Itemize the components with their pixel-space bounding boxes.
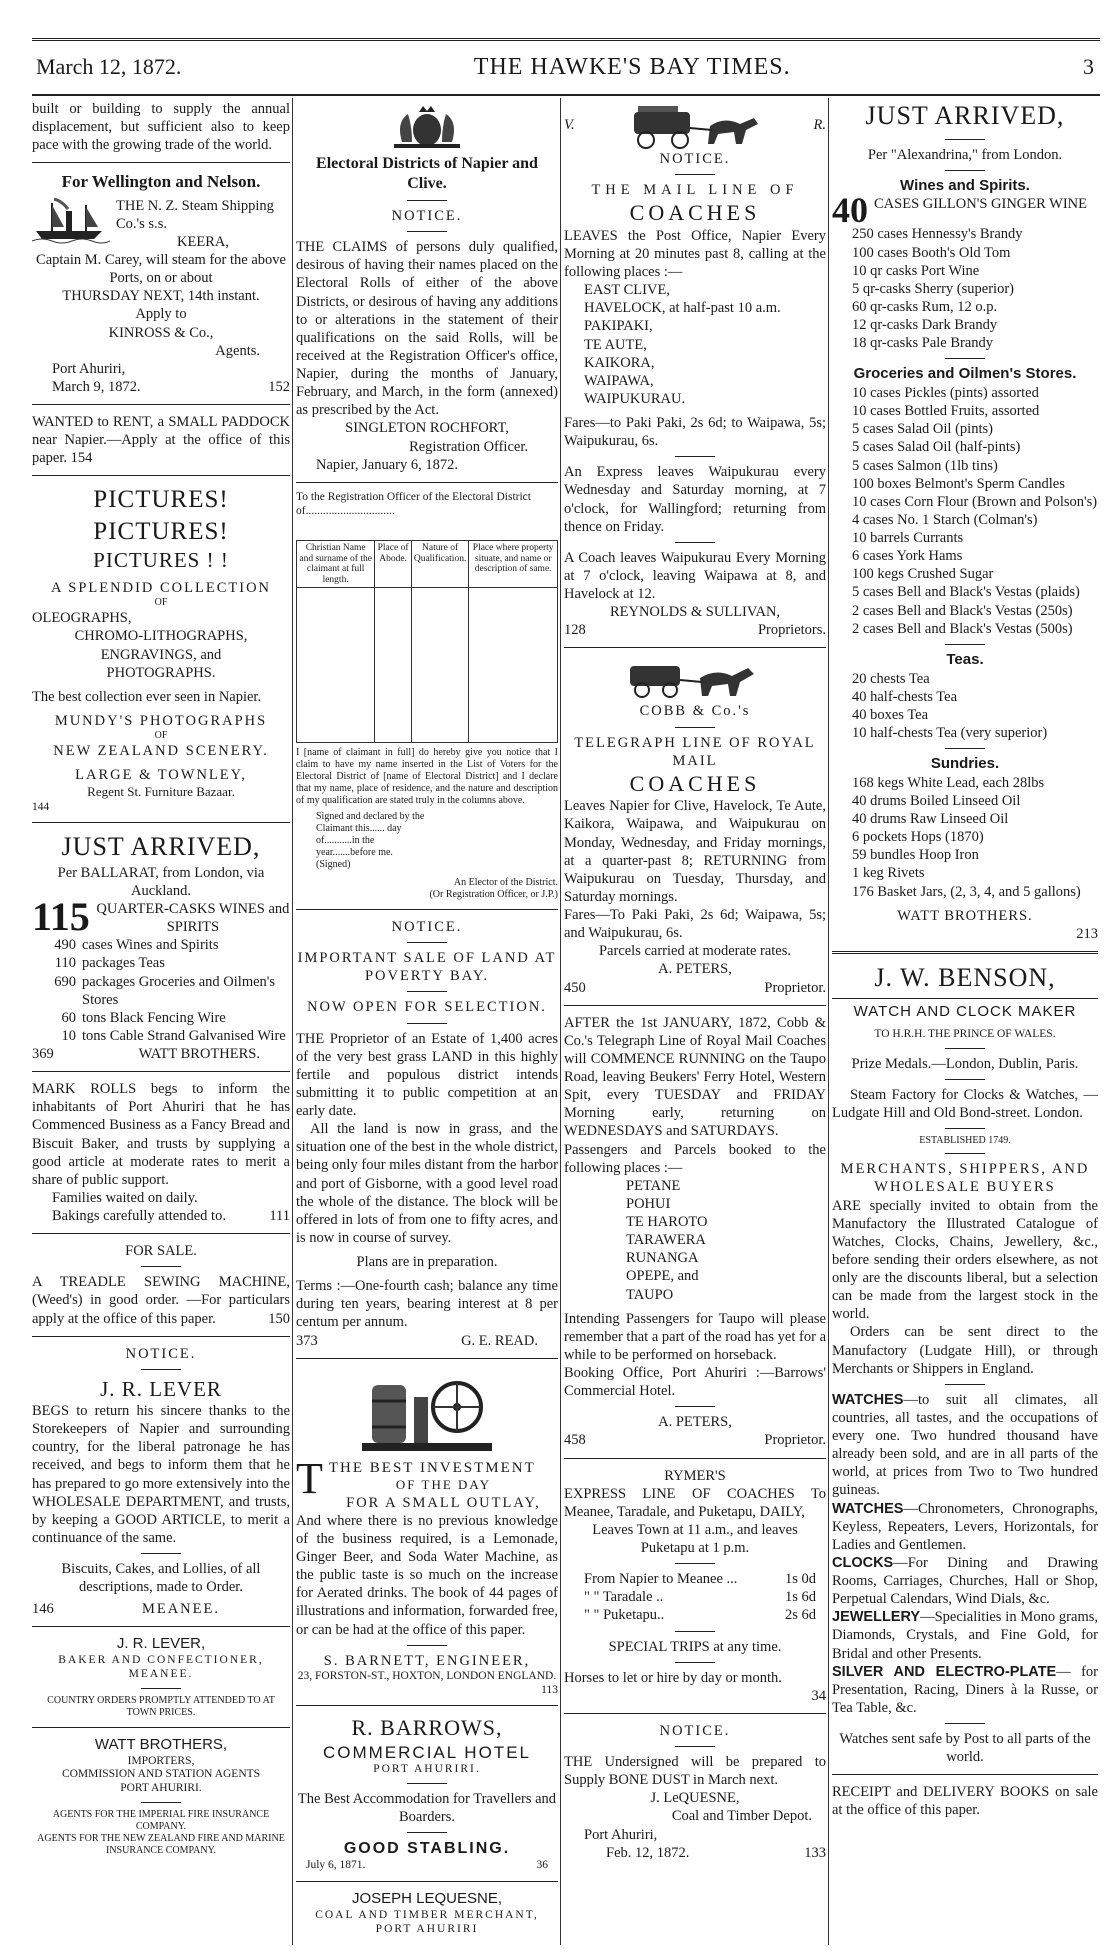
item-text: cases Wines and Spirits — [82, 937, 219, 954]
watt-arrived-ad — [832, 100, 1098, 943]
ad-text: ARE specially invited to obtain from the Manufactory the Illustrated Catalogue of Watches, Clocks, Chains, Jewellery, &c., before sending their orders elsewhere, as not only are the discounts liberal, but a selection can be made from the largest stock in the world. — [832, 1197, 1098, 1323]
ad-place: Port Ahuriri, — [584, 1826, 658, 1843]
ship-name: KEERA, — [177, 233, 229, 250]
ad-heading: COBB & Co.'s — [639, 703, 751, 720]
ad-text: Coal and Timber Depot. — [671, 1808, 812, 1825]
ad-text: Regent St. Furniture Bazaar. — [87, 784, 235, 800]
form-column-header: Nature of Qualification. — [411, 541, 469, 588]
ad-text: Captain M. Carey, will steam for the above Ports, on or about — [36, 252, 286, 287]
ad-signature: WATT BROTHERS. — [138, 1046, 260, 1063]
ad-text: —to suit all climates, all countries, all tastes, and the occupations of every one. Two hundred thousand have already been sold, and are in all parts of the world, at prices from Two to Two hundred guineas. — [832, 1391, 1098, 1499]
ad-text: MUNDY'S PHOTOGRAPHS — [54, 712, 268, 729]
list-item: 6 pockets Hops (1870) — [852, 829, 984, 846]
place-name: OPEPE, and — [626, 1268, 699, 1285]
ad-text: Terms :—One-fourth cash; balance any time during ten years, bearing interest at 8 per centum per annum. — [296, 1278, 558, 1331]
list-item: 176 Basket Jars, (2, 3, 4, and 5 gallons) — [852, 883, 1081, 900]
list-item: 60 qr-casks Rum, 12 o.p. — [852, 298, 998, 315]
poverty-bay-ad — [296, 918, 558, 1350]
notice-label: NOTICE. — [391, 208, 463, 224]
ad-text: Agents. — [215, 342, 260, 359]
ad-text: SPECIAL TRIPS at any time. — [608, 1638, 782, 1655]
ad-heading: MERCHANTS, SHIPPERS, AND WHOLESALE BUYERS — [840, 1161, 1090, 1196]
big-number: 115 — [32, 900, 90, 937]
electoral-notice — [296, 102, 558, 901]
section-heading: Teas. — [946, 650, 984, 668]
notice-label: NOTICE. — [659, 1722, 731, 1739]
list-item: 10 cases Corn Flour (Brown and Polson's) — [852, 493, 1098, 510]
receipt-books-ad — [832, 1783, 1098, 1819]
ad-text: AFTER the 1st JANUARY, 1872, Cobb & Co.'s Telegraph Line of Royal Mail Coaches will COMMENCE RUNNING on the Taupo Road, leaving Beukers' Ferry Hotel, Western Spit, every TUESDAY and FRIDAY Morning early, returning on WEDNESDAYS and SATURDAYS. — [564, 1014, 826, 1140]
ad-date: Feb. 12, 1872. — [606, 1844, 690, 1861]
fare-route: From Napier to Meanee ... — [584, 1571, 738, 1588]
form-heading: To the Registration Officer of the Electoral District of............................... — [296, 490, 531, 517]
ad-place: MEANEE. — [141, 1601, 220, 1618]
card-text: AGENTS FOR THE IMPERIAL FIRE INSURANCE COMPANY. — [52, 1808, 270, 1832]
sailing-date: THURSDAY NEXT, 14th instant. — [62, 288, 260, 305]
mark-rolls-ad — [32, 1080, 290, 1225]
fare-table — [564, 1570, 826, 1624]
card-text: COMMISSION AND STATION AGENTS — [61, 1768, 261, 1781]
card-text: BAKER AND CONFECTIONER, — [58, 1654, 264, 1667]
fare-route: " " Taradale .. — [584, 1589, 664, 1606]
ad-text: Fares—To Paki Paki, 2s 6d; Waipawa, 5s; and Waipukurau, 6s. — [564, 907, 826, 942]
list-item: 40 boxes Tea — [852, 706, 929, 723]
list-item: 10 cases Pickles (pints) assorted — [852, 385, 1039, 401]
ad-text: The Best Accommodation for Travellers and Boarders. — [297, 1790, 557, 1826]
ad-text: Intending Passengers for Taupo will please remember that a part of the road has yet for a while to be performed on horseback. — [564, 1310, 826, 1363]
ad-text: WANTED to RENT, a SMALL PADDOCK near Napier.—Apply at the office of this paper. — [32, 414, 290, 467]
ad-text: CHROMO-LITHOGRAPHS, — [74, 628, 248, 645]
section-heading: Sundries. — [930, 755, 1000, 772]
product-keyword: JEWELLERY — [832, 1609, 921, 1626]
ad-text: THE N. Z. Steam Shipping Co.'s s.s. — [116, 197, 274, 232]
vr-monogram: V. — [564, 116, 575, 133]
item-quantity: 490 — [54, 937, 76, 954]
ad-text: PHOTOGRAPHS. — [106, 664, 216, 681]
ad-text: ENGRAVINGS, and — [100, 646, 222, 663]
ad-text: Apply to — [135, 306, 187, 323]
fare-price: 1s 6d — [784, 1589, 816, 1606]
mail-coach-ad — [564, 100, 826, 639]
ad-text: ESTABLISHED 1749. — [919, 1135, 1011, 1147]
ad-number: 144 — [32, 800, 50, 813]
card-text: AGENTS FOR THE NEW ZEALAND FIRE AND MARINE INSURANCE COMPANY. — [37, 1832, 285, 1856]
notice-signature: SINGLETON ROCHFORT, — [345, 420, 509, 437]
notice-heading: NOTICE. — [125, 1345, 197, 1362]
ad-heading: WATCH AND CLOCK MAKER — [853, 1003, 1077, 1021]
ad-number: 128 — [564, 622, 586, 639]
masthead — [36, 54, 1094, 94]
place-name: TE HAROTO — [626, 1214, 708, 1230]
ad-heading: IMPORTANT SALE OF LAND AT POVERTY BAY. — [297, 950, 557, 985]
ad-number: 113 — [541, 1683, 558, 1696]
list-item: 250 cases Hennessy's Brandy — [852, 226, 1023, 243]
ad-place: Port Ahuriri, — [52, 360, 126, 377]
ad-text: — for Presentation, Racing, Diners à la Russe, or Tea Table, &c. — [832, 1663, 1098, 1716]
ad-heading: PICTURES! PICTURES! — [93, 486, 229, 545]
barnett-ad: TTHE BEST INVESTMENT OF THE DAY FOR A SMALL OUTLAY, And where there is no previous knowledge of the business required, is a Lemonade, Ginger Beer, and Soda Water Machine, as the public taste is so much on the increase for Aerated drinks. The book of 44 pages of illustrations and information, forwarded free, or can be had at the office of this paper. S. BARNETT, ENGINEER, 23, FORSTON-ST., HOXTON, LONDON ENGLAND. 113 — [296, 1367, 558, 1698]
ad-text: Leaves Town at 11 a.m., and leaves Puketapu at 1 p.m. — [592, 1521, 798, 1556]
list-item: 10 barrels Currants — [852, 530, 964, 546]
ad-text: Passengers and Parcels booked to the following places :— — [564, 1141, 826, 1176]
column-3 — [564, 100, 826, 1862]
issue-date: March 12, 1872. — [36, 54, 182, 79]
ad-signature: A. PETERS, — [658, 1414, 732, 1431]
ad-number: 34 — [811, 1687, 826, 1704]
product-keyword: WATCHES — [832, 1500, 904, 1517]
ad-text: A Coach leaves Waipukurau Every Morning at 7 o'clock, leaving Waipawa at 8, and Havelock at 12. — [564, 549, 826, 602]
item-quantity: 110 — [54, 955, 76, 972]
big-number: 40 — [832, 195, 868, 226]
list-item — [32, 1009, 290, 1027]
ad-text: Bakings carefully attended to. — [52, 1208, 226, 1225]
ad-number: 213 — [1076, 925, 1098, 942]
pictures-ad — [32, 484, 290, 814]
ad-number: 152 — [268, 378, 290, 395]
ad-heading: COACHES — [629, 770, 761, 796]
ad-text: THE Proprietor of an Estate of 1,400 acres of the very best grass LAND in this highly fertile and populous district intends submitting it to public competition at an early date. — [296, 1030, 558, 1120]
ad-number: 450 — [564, 979, 586, 996]
form-signed: Signed and declared by the Claimant this...... day of...........in the year.......before me. (Signed) — [316, 811, 425, 871]
card-name: WATT BROTHERS, — [94, 1735, 228, 1753]
list-item: 12 qr-casks Dark Brandy — [852, 317, 998, 333]
ad-number: 36 — [536, 1859, 548, 1872]
ad-text: BEGS to return his sincere thanks to the Storekeepers of Napier and surrounding country, for the liberal patronage he has received, and begs to inform them that he has prepared to go more extensively into the WHOLESALE DEPARTMENT, and trusts, by keeping a GOOD ARTICLE, to merit a continuance of the same. — [32, 1403, 290, 1546]
ad-text: Leaves Napier for Clive, Havelock, Te Aute, Kaikora, Waipawa, and Waipukurau on Monday, Wednesday, and Friday mornings, at a quarter-past 8; RETURNING from Waipukurau on Tuesday, Thursday, and Saturday mornings. — [564, 798, 826, 905]
stagecoach-icon — [614, 100, 774, 150]
list-item: 100 cases Booth's Old Tom — [852, 244, 1011, 261]
ad-date: July 6, 1871. — [306, 1859, 366, 1872]
card-name: JOSEPH LEQUESNE, — [351, 1890, 503, 1908]
ad-text: Per BALLARAT, from London, via Auckland. — [57, 864, 265, 899]
cobb-coach-ad — [564, 656, 826, 996]
ad-text: Booking Office, Port Ahuriri :—Barrows' Commercial Hotel. — [564, 1365, 826, 1400]
paper-title: THE HAWKE'S BAY TIMES. — [473, 54, 791, 80]
ad-text: THE Undersigned will be prepared to Supply BONE DUST in March next. — [564, 1754, 826, 1789]
ad-place: PORT AHURIRI. — [373, 1763, 481, 1776]
ad-number: 369 — [32, 1046, 54, 1063]
list-item — [32, 1027, 290, 1045]
ad-text: RECEIPT and DELIVERY BOOKS on sale at the office of this paper. — [832, 1784, 1098, 1819]
bone-dust-ad — [564, 1722, 826, 1862]
list-item: 6 cases York Hams — [852, 548, 963, 565]
ad-number: 111 — [269, 1208, 290, 1225]
ad-text: EXPRESS LINE OF COACHES To Meanee, Taradale, and Puketapu, DAILY, — [564, 1485, 826, 1520]
list-item: 4 cases No. 1 Starch (Colman's) — [852, 511, 1038, 528]
card-text: PORT AHURIRI. — [120, 1782, 202, 1795]
product-keyword: WATCHES — [832, 1391, 904, 1408]
ad-signature: S. BARNETT, ENGINEER, — [323, 1652, 531, 1669]
column-2 — [296, 100, 558, 1936]
ad-text: OF — [154, 730, 168, 741]
ad-text: OF — [154, 597, 168, 609]
item-quantity: 690 — [54, 973, 76, 990]
ad-heading: RYMER'S — [664, 1467, 726, 1484]
list-item: 2 cases Bell and Black's Vestas (250s) — [852, 602, 1073, 619]
column-divider — [292, 98, 293, 1945]
product-keyword: CLOCKS — [832, 1554, 894, 1571]
ad-text: OLEOGRAPHS, — [32, 610, 132, 627]
ad-heading: JUST ARRIVED, — [865, 101, 1065, 130]
notice-label: NOTICE. — [659, 151, 731, 167]
list-item: 40 half-chests Tea — [852, 688, 958, 705]
notice-heading: Electoral Districts of Napier and Clive. — [316, 155, 538, 192]
form-column-header: Place where property situate, and name or description of same. — [469, 541, 558, 588]
ad-heading: FOR A SMALL OUTLAY, — [346, 1494, 541, 1511]
ad-text: A SPLENDID COLLECTION — [50, 580, 272, 597]
ad-text: Biscuits, Cakes, and Lollies, of all descriptions, made to Order. — [61, 1561, 261, 1596]
ad-heading: THE BEST INVESTMENT — [328, 1459, 536, 1476]
ad-heading: COACHES — [629, 200, 761, 226]
place-name: TE AUTE, — [584, 336, 647, 353]
vr-monogram: R. — [813, 116, 826, 133]
ad-heading: FOR SALE. — [125, 1243, 197, 1260]
list-item: 168 kegs White Lead, each 28lbs — [852, 774, 1045, 791]
ad-text: Plans are in preparation. — [356, 1254, 498, 1271]
ad-heading: THE MAIL LINE OF — [591, 182, 799, 199]
ad-text: Proprietor. — [764, 1432, 826, 1449]
ad-text: QUARTER-CASKS WINES and SPIRITS — [96, 901, 290, 936]
ad-number: 154 — [70, 450, 93, 467]
ad-date: March 9, 1872. — [52, 378, 141, 395]
column-divider — [828, 98, 829, 1945]
ad-text: Horses to let or hire by day or month. — [564, 1669, 782, 1686]
ad-number: 373 — [296, 1332, 318, 1349]
notice-date: Napier, January 6, 1872. — [316, 456, 458, 473]
card-text: IMPORTERS, — [127, 1754, 195, 1767]
ad-text: All the land is now in grass, and the situation one of the best in the whole district, being only four miles distant from the harbor and port of Gisborne, with a good level road the whole of the distance. The block will be offered in lots of from one to fifty acres, and is now in course of survey. — [296, 1121, 558, 1246]
ad-number: 133 — [804, 1844, 826, 1861]
stagecoach-icon — [620, 656, 770, 700]
ad-heading: R. BARROWS, — [351, 1715, 503, 1741]
ad-text: Parcels carried at moderate rates. — [598, 943, 792, 960]
claim-form-table — [296, 540, 558, 743]
item-text: packages Teas — [82, 955, 165, 972]
wellington-ad — [32, 171, 290, 396]
fare-price: 1s 0d — [784, 1571, 816, 1588]
header-rule — [32, 94, 1100, 96]
ad-text: Watches sent safe by Post to all parts of the world. — [839, 1731, 1091, 1766]
ad-text: And where there is no previous knowledge of the business required, is a Lemonade, Ginger Beer, and Soda Water Machine, as the public taste is so much on the increase for Aerated drinks. The book of 44 pages of illustrations and information, forwarded free, or can be had at the office of this paper. — [296, 1512, 558, 1638]
list-item — [32, 954, 290, 972]
page-number: 3 — [1083, 54, 1094, 79]
ad-text: LEAVES the Post Office, Napier Every Morning at 20 minutes past 8, calling at the following places :— — [564, 227, 826, 280]
place-name: TARAWERA — [626, 1232, 706, 1249]
ad-text: —For Dining and Drawing Rooms, Carriages, Churches, Hall or Shop, Perpetual Calendars, Wind Dials, &c. — [832, 1554, 1098, 1608]
list-item: 10 qr casks Port Wine — [852, 262, 980, 279]
place-name: WAIPUKURAU. — [584, 390, 686, 407]
list-item: 10 cases Bottled Fruits, assorted — [852, 403, 1040, 420]
form-column-header: Christian Name and surname of the claimant at full length. — [297, 541, 375, 588]
benson-ad — [832, 962, 1098, 1766]
watt-card — [32, 1736, 290, 1857]
ad-heading: TELEGRAPH LINE OF ROYAL MAIL — [574, 734, 816, 769]
ad-number: 150 — [268, 1310, 290, 1327]
list-item: 5 cases Salad Oil (pints) — [852, 421, 993, 438]
list-item: 18 qr-casks Pale Brandy — [852, 335, 994, 352]
ad-heading: COMMERCIAL HOTEL — [322, 1742, 531, 1762]
list-item: 1 keg Rivets — [852, 865, 925, 882]
ad-address: 23, FORSTON-ST., HOXTON, LONDON ENGLAND. — [297, 1669, 557, 1682]
lequesne-card — [296, 1890, 558, 1936]
notice-text: THE CLAIMS of persons duly qualified, desirous of having their names placed on the Electoral Rolls of either of the above Districts, or desirous of having any additions to or alterations in the statement of their qualifications on the said Rolls, will be received at the Registration Officer's office, Napier, during the months of January, February, and March, in the form (annexed) as prescribed by the Act. — [296, 239, 558, 419]
ad-text: —Chronometers, Chronographs, Keyless, Repeaters, Levers, Horizontals, for Ladies and Gentlemen. — [832, 1500, 1098, 1553]
ad-text: MARK ROLLS begs to inform the inhabitants of Port Ahuriri that he has Commenced Business as a Fancy Bread and Biscuit Baker, and trusts by supplying a good article at moderate rates to merit a share of public support. — [32, 1081, 290, 1188]
card-text: COUNTRY ORDERS PROMPTLY ATTENDED TO AT TOWN PRICES. — [47, 1694, 275, 1718]
ad-text: Families waited on daily. — [52, 1189, 198, 1206]
for-sale-ad — [32, 1242, 290, 1328]
ad-heading: JUST ARRIVED, — [61, 832, 261, 862]
ad-text: Fares—to Paki Paki, 2s 6d; to Waipawa, 5s; Waipukurau, 6s. — [564, 415, 826, 450]
ad-text: Proprietors. — [757, 622, 826, 639]
section-heading: Groceries and Oilmen's Stores. — [853, 365, 1077, 383]
place-name: PETANE — [626, 1177, 681, 1194]
form-declaration: I [name of claimant in full] do hereby give you notice that I claim to have my name inserted in the List of Voters for the Electoral District of [name of Electoral District] and I declare that my name, place of residence, and the nature and description of my qualification are stated truly in the columns above. — [296, 747, 558, 807]
item-quantity: 10 — [61, 1027, 76, 1044]
item-text: tons Cable Strand Galvanised Wire — [82, 1027, 286, 1044]
list-item: 40 drums Boiled Linseed Oil — [852, 792, 1021, 809]
form-text: (Or Registration Officer, or J.P.) — [429, 889, 558, 901]
item-text: packages Groceries and Oilmen's Stores — [82, 973, 276, 1008]
ad-heading: OF THE DAY — [395, 1477, 491, 1493]
ad-text: Orders can be sent direct to the Manufactory (Ludgate Hill), or through Merchants or Shippers in England. — [832, 1324, 1098, 1377]
place-name: TAUPO — [626, 1286, 674, 1303]
column-1 — [32, 100, 290, 1857]
notice-label: NOTICE. — [391, 919, 463, 936]
place-name: POHUI — [626, 1195, 671, 1212]
place-name: EAST CLIVE, — [584, 282, 670, 299]
list-item: 5 cases Salmon (1lb tins) — [852, 457, 998, 474]
just-arrived-ad — [32, 831, 290, 1063]
ad-signature: A. PETERS, — [658, 961, 732, 978]
card-name: J. R. LEVER, — [116, 1635, 206, 1653]
ad-text: TO H.R.H. THE PRINCE OF WALES. — [874, 1028, 1056, 1041]
ad-heading: J. W. BENSON, — [874, 962, 1056, 992]
place-name: PAKIPAKI, — [584, 318, 653, 335]
soda-machine-icon — [352, 1367, 502, 1457]
ad-signature: LARGE & TOWNLEY, — [75, 767, 247, 784]
fare-price: 2s 6d — [784, 1607, 816, 1624]
column-divider — [560, 98, 561, 1945]
product-keyword: SILVER AND ELECTRO-PLATE — [832, 1663, 1057, 1680]
item-text: tons Black Fencing Wire — [82, 1009, 226, 1026]
ad-text: Per "Alexandrina," from London. — [867, 146, 1063, 163]
card-text: PORT AHURIRI — [375, 1922, 479, 1935]
ad-heading: GOOD STABLING. — [343, 1840, 511, 1858]
place-name: RUNANGA — [626, 1250, 699, 1267]
ad-heading: For Wellington and Nelson. — [61, 172, 261, 192]
continued-text: built or building to supply the annual displacement, but sufficient also to keep pace with the growing trade of the world. — [32, 101, 290, 154]
ad-heading: PICTURES ! ! — [93, 547, 229, 572]
ad-number: 458 — [564, 1432, 586, 1449]
item-quantity: 60 — [61, 1009, 76, 1026]
ad-heading: J. R. LEVER — [100, 1376, 222, 1401]
ad-heading: NOW OPEN FOR SELECTION. — [307, 999, 547, 1016]
top-rule — [32, 38, 1100, 41]
list-item: 10 half-chests Tea (very superior) — [852, 724, 1048, 741]
list-item: 59 bundles Hoop Iron — [852, 847, 979, 864]
list-item: 100 kegs Crushed Sugar — [852, 566, 994, 583]
ad-text: Prize Medals.—London, Dublin, Paris. — [851, 1055, 1079, 1072]
ad-text: The best collection ever seen in Napier. — [32, 688, 262, 705]
notice-text: Registration Officer. — [409, 438, 528, 455]
ad-signature: WATT BROTHERS. — [897, 907, 1033, 924]
list-item: 5 cases Bell and Black's Vestas (plaids) — [852, 584, 1080, 601]
list-item — [32, 936, 290, 954]
place-name: WAIPAWA, — [584, 372, 654, 389]
list-item: 20 chests Tea — [852, 670, 930, 687]
fare-route: " " Puketapu.. — [584, 1607, 665, 1624]
list-item — [32, 973, 290, 1009]
ad-text: —Specialities in Mono grams, Diamonds, Crystals, and Fine Gold, for Bridal and other Presents. — [832, 1609, 1098, 1662]
place-name: HAVELOCK, at half-past 10 a.m. — [584, 300, 781, 317]
ad-number: 146 — [32, 1601, 54, 1618]
barrows-ad — [296, 1714, 558, 1873]
ad-text: Steam Factory for Clocks & Watches, —Ludgate Hill and Old Bond-street. London. — [832, 1087, 1098, 1122]
section-heading: Wines and Spirits. — [900, 176, 1030, 194]
form-column-header: Place of Abode. — [375, 541, 412, 588]
list-item: 100 boxes Belmont's Sperm Candles — [852, 475, 1065, 492]
column-4 — [832, 100, 1098, 1820]
form-text: An Elector of the District. — [453, 877, 558, 889]
ad-signature: J. LeQUESNE, — [650, 1790, 740, 1807]
agent-name: KINROSS & Co., — [108, 324, 214, 341]
ad-text: Proprietor. — [764, 979, 826, 996]
wanted-ad — [32, 413, 290, 467]
list-item: 5 cases Salad Oil (half-pints) — [852, 439, 1021, 456]
lever-ad — [32, 1345, 290, 1719]
ad-signature: REYNOLDS & SULLIVAN, — [609, 604, 781, 621]
ad-text: NEW ZEALAND SCENERY. — [53, 743, 269, 759]
steamship-icon — [32, 197, 110, 245]
ad-text: A TREADLE SEWING MACHINE, (Weed's) in good order. —For particulars apply at the office of this paper. — [32, 1274, 290, 1327]
ad-text: An Express leaves Waipukurau every Wednesday and Saturday morning, at 7 o'clock, for Wallingford; returning from thence on Friday. — [564, 464, 826, 535]
list-item: CASES GILLON'S GINGER WINE — [874, 196, 1087, 213]
place-name: KAIKORA, — [584, 354, 655, 371]
royal-arms-icon — [382, 102, 472, 152]
ad-signature: G. E. READ. — [461, 1332, 538, 1349]
card-text: MEANEE. — [128, 1667, 194, 1680]
list-item: 2 cases Bell and Black's Vestas (500s) — [852, 620, 1073, 637]
card-text: COAL AND TIMBER MERCHANT, — [315, 1908, 539, 1921]
list-item: 40 drums Raw Linseed Oil — [852, 811, 1009, 827]
taupo-coach-ad — [564, 1014, 826, 1450]
list-item: 5 qr-casks Sherry (superior) — [852, 280, 1014, 297]
rymer-coach-ad — [564, 1467, 826, 1705]
